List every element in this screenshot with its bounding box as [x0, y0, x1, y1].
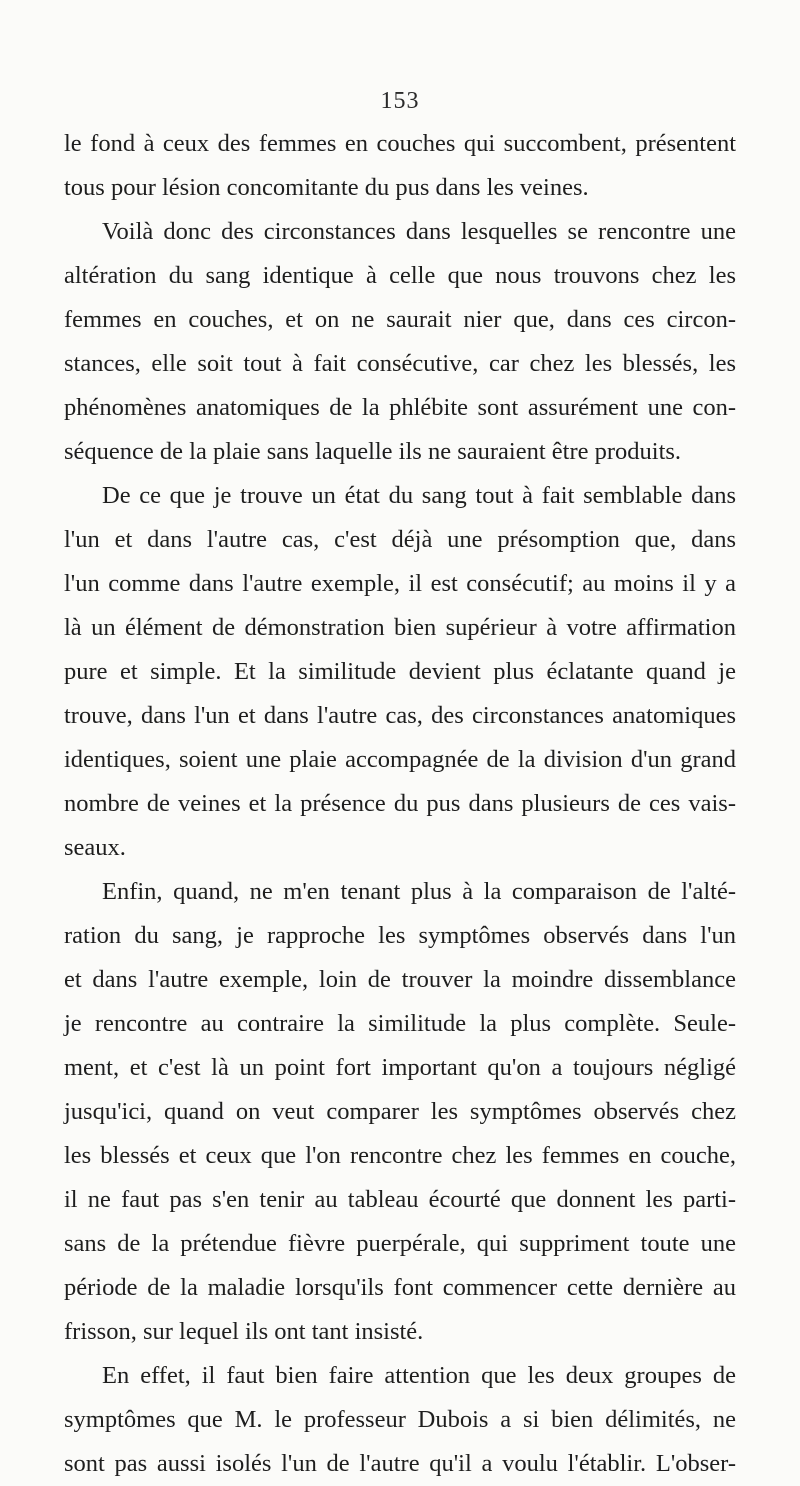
text-line: il ne faut pas s'en tenir au tableau écourté que donnent les parti- — [64, 1186, 736, 1213]
text-line: De ce que je trouve un état du sang tout à fait semblable dans — [102, 482, 736, 509]
text-line: stances, elle soit tout à fait consécutive, car chez les blessés, les — [64, 350, 736, 377]
text-line: symptômes que M. le professeur Dubois a si bien délimités, ne — [64, 1406, 736, 1433]
body-text — [64, 122, 736, 1486]
text-line: trouve, dans l'un et dans l'autre cas, des circonstances anatomiques — [64, 702, 736, 729]
text-line: période de la maladie lorsqu'ils font commencer cette dernière au — [64, 1274, 736, 1301]
page-number: 153 — [380, 88, 420, 114]
text-line: séquence de la plaie sans laquelle ils ne sauraient être produits. — [64, 438, 682, 465]
text-line: là un élément de démonstration bien supérieur à votre affirmation — [64, 614, 736, 641]
text-line: Voilà donc des circonstances dans lesquelles se rencontre une — [102, 218, 736, 245]
text-line: l'un et dans l'autre cas, c'est déjà une présomption que, dans — [64, 526, 736, 553]
text-line: l'un comme dans l'autre exemple, il est consécutif; au moins il y a — [64, 570, 736, 597]
text-line: femmes en couches, et on ne saurait nier que, dans ces circon- — [64, 306, 736, 333]
text-line: En effet, il faut bien faire attention que les deux groupes de — [102, 1362, 736, 1389]
text-line: identiques, soient une plaie accompagnée de la division d'un grand — [64, 746, 736, 773]
text-line: Enfin, quand, ne m'en tenant plus à la comparaison de l'alté- — [102, 878, 736, 905]
text-line: les blessés et ceux que l'on rencontre chez les femmes en couche, — [64, 1142, 736, 1169]
text-line: ration du sang, je rapproche les symptômes observés dans l'un — [64, 922, 736, 949]
text-line: sont pas aussi isolés l'un de l'autre qu'il a voulu l'établir. L'obser- — [64, 1450, 736, 1477]
text-line: jusqu'ici, quand on veut comparer les symptômes observés chez — [64, 1098, 736, 1125]
text-line: altération du sang identique à celle que nous trouvons chez les — [64, 262, 736, 289]
text-line: seaux. — [64, 834, 126, 861]
text-line: pure et simple. Et la similitude devient plus éclatante quand je — [64, 658, 736, 685]
text-line: ment, et c'est là un point fort important qu'on a toujours négligé — [64, 1054, 736, 1081]
text-line: sans de la prétendue fièvre puerpérale, qui suppriment toute une — [64, 1230, 736, 1257]
text-line: tous pour lésion concomitante du pus dans les veines. — [64, 174, 589, 201]
text-line: je rencontre au contraire la similitude la plus complète. Seule- — [64, 1010, 736, 1037]
text-line: phénomènes anatomiques de la phlébite sont assurément une con- — [64, 394, 736, 421]
text-line: nombre de veines et la présence du pus dans plusieurs de ces vais- — [64, 790, 736, 817]
text-line: frisson, sur lequel ils ont tant insisté. — [64, 1318, 424, 1345]
text-line: le fond à ceux des femmes en couches qui succombent, présentent — [64, 130, 736, 157]
text-line: et dans l'autre exemple, loin de trouver la moindre dissemblance — [64, 966, 736, 993]
